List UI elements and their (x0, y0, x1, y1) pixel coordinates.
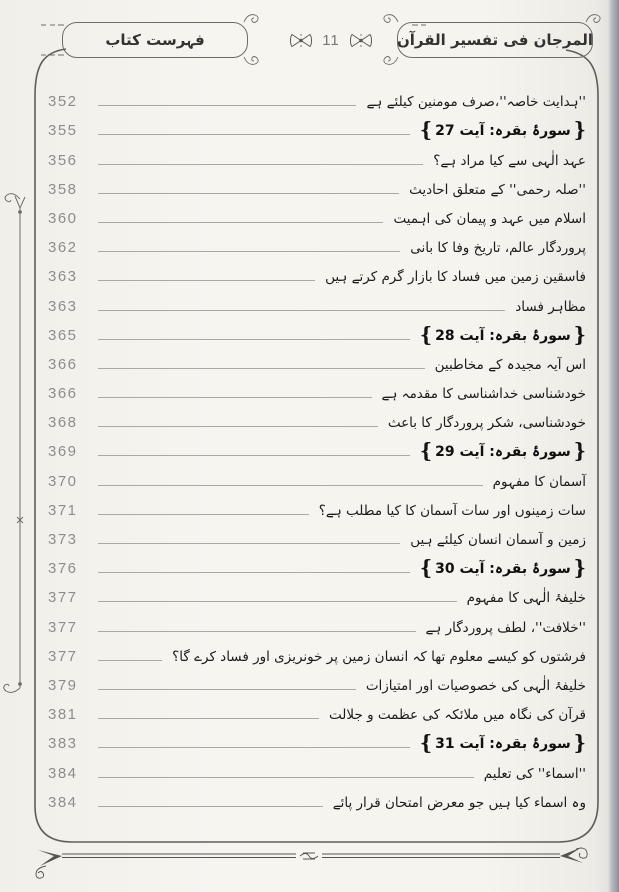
book-title-box (397, 22, 593, 58)
floral-ornament-icon (349, 33, 373, 48)
toc-entry-row (48, 697, 586, 726)
entry-title: خودشناسی خداشناسی کا مقدمہ ہے (381, 386, 586, 403)
toc-section-row (48, 434, 586, 463)
entry-page-number: 355 (48, 122, 78, 140)
entry-title: فرشتوں کو کیسے معلوم تھا کہ انسان زمین پر خونریزی اور فساد کرے گا؟ (172, 648, 586, 665)
entry-page-number: 360 (48, 209, 78, 227)
entry-title: سورۂ بقرہ: آیت 27 (435, 123, 571, 140)
floral-ornament-icon (289, 33, 313, 48)
toc-entry-row (48, 347, 586, 376)
entry-leader-line (98, 193, 399, 194)
entry-page-number: 381 (48, 706, 78, 724)
toc-entry-row (48, 463, 586, 492)
entry-leader-line (98, 339, 410, 340)
section-bracket-right-icon: } (573, 439, 586, 464)
entry-page-number: 352 (48, 93, 78, 111)
entry-leader-line (98, 280, 315, 281)
toc-entry-row (48, 493, 586, 522)
section-bracket-right-icon: } (573, 118, 586, 143)
entry-title: خلیفۂ الٰہی کی خصوصیات اور امتیازات (365, 677, 586, 694)
section-bracket-left-icon: { (419, 439, 433, 464)
entry-page-number: 371 (48, 501, 78, 519)
entry-page-number: 356 (48, 151, 78, 169)
toc-entry-row (48, 755, 586, 784)
entry-leader-line (98, 134, 410, 135)
entry-leader-line (98, 164, 423, 165)
entry-leader-line (98, 747, 410, 748)
entry-leader-line (98, 777, 474, 778)
toc-entry-row (48, 172, 586, 201)
toc-entry-row (48, 668, 586, 697)
toc-entries-list (48, 84, 586, 814)
entry-page-number: 377 (48, 589, 78, 607)
entry-title: فاسقین زمین میں فساد کا بازار گرم کرتے ہیں (325, 269, 586, 286)
entry-leader-line (98, 601, 457, 602)
entry-title: سورۂ بقرہ: آیت 31 (435, 736, 571, 753)
entry-leader-line (98, 718, 319, 719)
scan-shadow-edge (608, 0, 619, 892)
entry-leader-line (98, 689, 356, 690)
toc-entry-row (48, 201, 586, 230)
entry-title: قرآن کی نگاہ میں ملائکہ کی عظمت و جلالت (329, 707, 586, 724)
entry-title: سورۂ بقرہ: آیت 28 (435, 327, 571, 344)
entry-page-number: 376 (48, 560, 78, 578)
entry-page-number: 383 (48, 735, 78, 753)
entry-leader-line (98, 426, 378, 427)
entry-leader-line (98, 631, 416, 632)
toc-entry-row (48, 288, 586, 317)
toc-title: فہرست کتاب (105, 31, 205, 49)
section-bracket-right-icon: } (573, 322, 586, 347)
entry-page-number: 366 (48, 355, 78, 373)
entry-page-number: 365 (48, 326, 78, 344)
toc-entry-row (48, 609, 586, 638)
page-number-badge (276, 27, 386, 53)
entry-leader-line (98, 806, 323, 807)
entry-leader-line (98, 660, 162, 661)
left-margin-flourish (4, 194, 25, 693)
entry-page-number: 363 (48, 297, 78, 315)
entry-page-number: 368 (48, 414, 78, 432)
toc-title-box (62, 22, 248, 58)
entry-leader-line (98, 455, 410, 456)
toc-entry-row (48, 142, 586, 171)
toc-entry-row (48, 230, 586, 259)
entry-title: ''اسماء'' کی تعلیم (483, 765, 586, 782)
entry-page-number: 384 (48, 764, 78, 782)
section-bracket-left-icon: { (419, 731, 433, 756)
entry-title: سات زمینوں اور سات آسمان کا کیا مطلب ہے؟ (318, 502, 586, 519)
toc-section-row (48, 551, 586, 580)
entry-page-number: 373 (48, 531, 78, 548)
entry-leader-line (98, 105, 356, 106)
book-title: المرجان فی تفسیر القرآن (396, 31, 594, 49)
entry-page-number: 384 (48, 793, 78, 811)
section-bracket-left-icon: { (419, 118, 433, 143)
entry-title: عہد الٰہی سے کیا مراد ہے؟ (433, 152, 586, 169)
entry-page-number: 377 (48, 647, 78, 665)
entry-title: وہ اسماء کیا ہیں جو معرض امتحان قرار پائے (332, 794, 586, 811)
entry-title: ''خلافت''، لطف پروردگار ہے (425, 619, 586, 636)
entry-page-number: 379 (48, 676, 78, 694)
entry-leader-line (98, 543, 400, 544)
entry-title: اسلام میں عہد و پیمان کی اہمیت (393, 210, 586, 227)
entry-leader-line (98, 368, 425, 369)
entry-title: سورۂ بقرہ: آیت 30 (435, 561, 571, 578)
section-bracket-right-icon: } (573, 555, 586, 581)
entry-leader-line (98, 251, 400, 252)
entry-leader-line (98, 397, 372, 398)
entry-leader-line (98, 514, 309, 515)
toc-entry-row (48, 639, 586, 668)
toc-entry-row (48, 259, 586, 288)
entry-title: ''ہدایت خاصہ''،صرف مومنین کیلئے ہے (366, 94, 586, 111)
entry-title: مظاہر فساد (515, 298, 586, 315)
entry-title: زمین و آسمان انسان کیلئے ہیں (410, 532, 586, 548)
entry-title: خلیفۂ الٰہی کا مفہوم (466, 590, 586, 607)
toc-section-row (48, 726, 586, 755)
entry-page-number: 363 (48, 268, 78, 286)
entry-title: ''صلہ رحمی'' کے متعلق احادیث (409, 181, 586, 198)
page-number: 11 (322, 31, 340, 49)
toc-entry-row (48, 376, 586, 405)
toc-entry-row (48, 785, 586, 814)
entry-title: خودشناسی، شکر پروردگار کا باعث (387, 415, 586, 432)
entry-page-number: 358 (48, 180, 78, 198)
entry-title: سورۂ بقرہ: آیت 29 (435, 444, 571, 461)
section-bracket-right-icon: } (573, 731, 586, 756)
entry-title: آسمان کا مفہوم (492, 473, 586, 490)
toc-section-row (48, 318, 586, 347)
entry-page-number: 370 (48, 472, 78, 490)
toc-section-row (48, 113, 586, 142)
section-bracket-left-icon: { (419, 555, 433, 581)
entry-title: پروردگار عالم، تاریخ وفا کا بانی (410, 240, 586, 257)
entry-page-number: 362 (48, 239, 78, 257)
toc-entry-row (48, 580, 586, 609)
bottom-flourish (36, 847, 587, 878)
toc-entry-row (48, 405, 586, 434)
toc-entry-row (48, 84, 586, 113)
entry-leader-line (98, 222, 383, 223)
entry-title: اس آیہ مجیدہ کے مخاطبین (434, 356, 586, 373)
entry-leader-line (98, 572, 410, 573)
entry-leader-line (98, 485, 483, 486)
toc-entry-row (48, 522, 586, 551)
section-bracket-left-icon: { (419, 322, 433, 347)
entry-page-number: 377 (48, 618, 78, 636)
entry-page-number: 366 (48, 385, 78, 403)
entry-page-number: 369 (48, 443, 78, 461)
entry-leader-line (98, 310, 505, 311)
